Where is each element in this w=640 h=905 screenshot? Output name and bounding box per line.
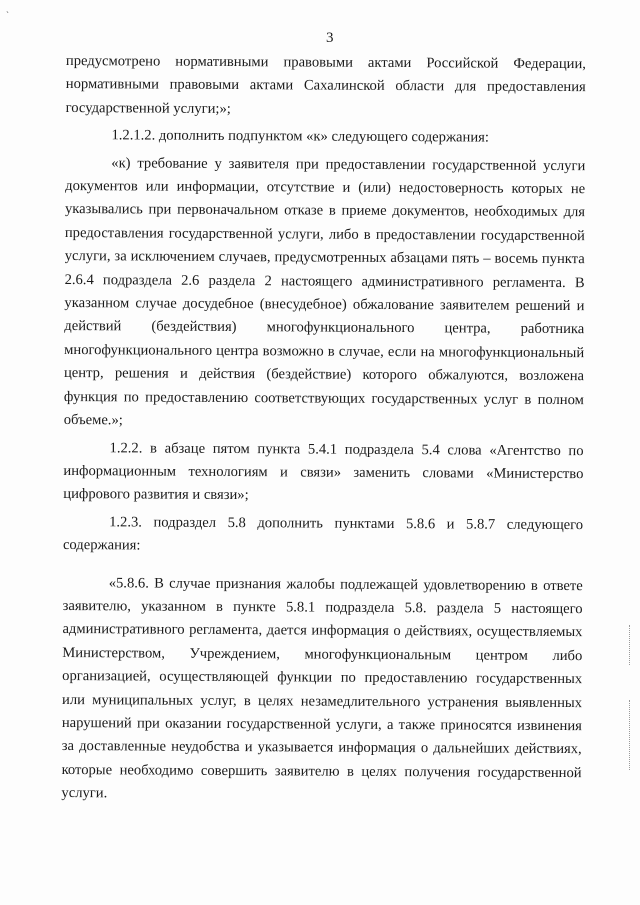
document-body	[61, 50, 586, 809]
paragraph-1-2-3: 1.2.3. подраздел 5.8 дополнить пунктами 5.8.6 и 5.8.7 следующего содержания:	[62, 513, 584, 554]
scan-corner-mark: `	[6, 10, 10, 20]
scan-edge-mark	[629, 700, 632, 770]
scan-edge-mark	[629, 625, 632, 665]
page-number: 3	[326, 30, 334, 46]
paragraph-1-2-2: 1.2.2. в абзаце пятом пункта 5.4.1 подраздела 5.4 слова «Агентство по информационным технологиям и связи» заменить словами «Министерство цифрового развития и связи»;	[63, 439, 584, 504]
paragraph-1-2-1-2: 1.2.1.2. дополнить подпунктом «к» следующего содержания:	[111, 127, 489, 146]
paragraph-subitem-k: «к) требование у заявителя при предоставлении государственной услуги документов или информации, отсутствие и (или) недостоверность которых не указывались при первоначальном отказе в приеме документов, необходимых для предоставления государственной услуги, либо в предоставлении государственной услуги, за исключением случаев, предусмотренных абзацами пять – восемь пункта 2.6.4 подраздела 2.6 раздела 2 настоящего административного регламента. В указанном случае досудебное (внесудебное) обжалование заявителем решений и действий (бездействия) многофункционального центра, работника многофункционального центра возможно в случае, если на многофункциональный центр, решения и действия (бездействие) которого обжалуются, возложена функция по предоставлению соответствующих государственных услуг в полном объеме.»;	[63, 154, 586, 429]
paragraph-continuation: предусмотрено нормативными правовыми актами Российской Федерации, нормативными правовыми актами Сахалинской области для предоставления государственной услуги;»;	[65, 52, 586, 117]
paragraph-5-8-6: «5.8.6. В случае признания жалобы подлежащей удовлетворению в ответе заявителю, указанном в пункте 5.8.1 подраздела 5.8. раздела 5 настоящего административного регламента, дается информация о действиях, осуществляемых Министерством, Учреждением, многофункциональным центром либо организацией, осуществляющей функции по предоставлению государственных или муниципальных услуг, в целях незамедлительного устранения выявленных нарушений при оказании государственной услуги, а также приносятся извинения за доставленные неудобства и указывается информация о дальнейших действиях, которые необходимо совершить заявителю в целях получения государственной услуги.	[61, 574, 583, 802]
